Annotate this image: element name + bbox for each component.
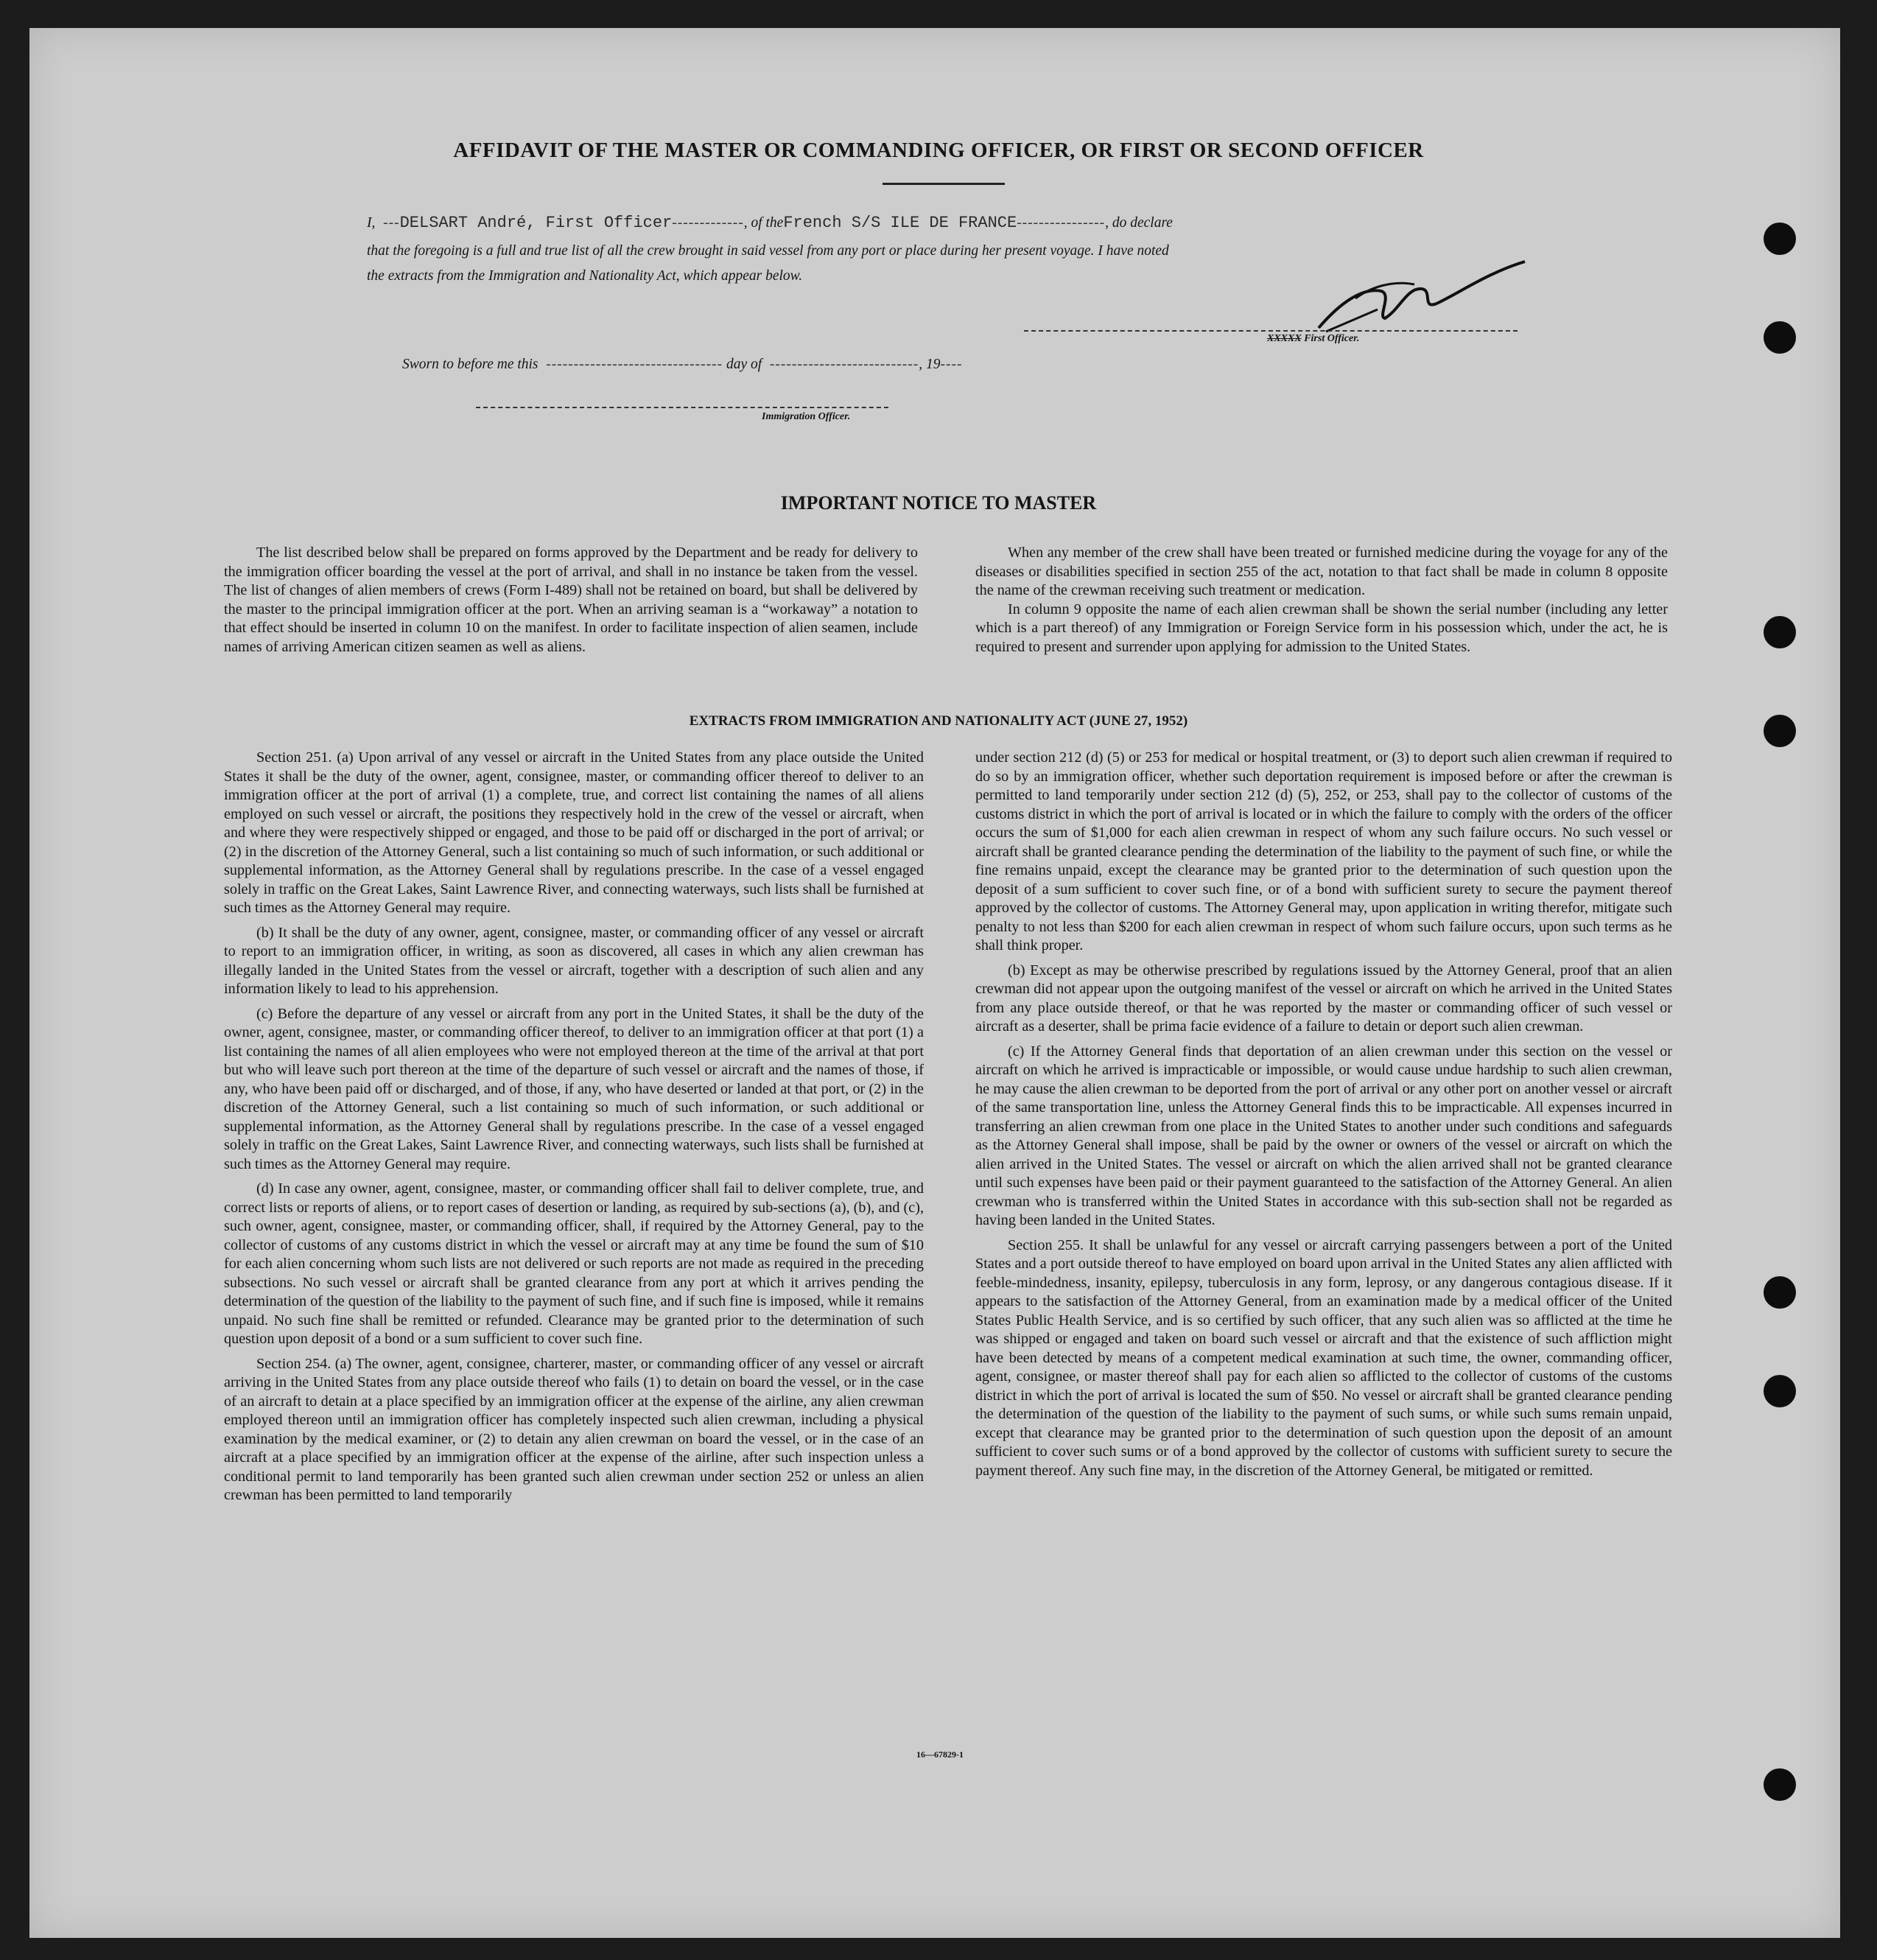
- binder-hole: [1764, 1375, 1796, 1407]
- extract-paragraph: (c) If the Attorney General finds that deportation of an alien crewman under this section on the vessel or aircraft on which he arrived is impracticable or impossible, or would cause undue hardship to such alien crewman, he may cause the alien crewman to be deported from the port of arrival or any other port on another vessel or aircraft of the same transportation line, unless the Attorney General finds this to be impracticable. All expenses incurred in transferring an alien crewman from one place in the United States to another under such conditions and safeguards as the Attorney General shall impose, shall be paid by the owner or owners of the vessel or aircraft on which the alien arrived in the United States. The vessel or aircraft on which the alien arrived shall not be granted clearance until such expenses have been paid or their payment guaranteed to the satisfaction of the Attorney General. An alien crewman who is transferred within the United States in accordance with this sub-section shall not be regarded as having been landed in the United States.: [975, 1043, 1672, 1228]
- sworn-line: Sworn to before me this -------------------------------- day of ---------------------------, 19----: [402, 357, 963, 372]
- form-number: 16—67829-1: [916, 1749, 964, 1760]
- declaration-line: I, ---DELSART André, First Officer-------------, of theFrench S/S ILE DE FRANCE----------------, do declare: [367, 214, 1173, 232]
- struck-text: XXXXX: [1267, 333, 1302, 344]
- year-label: , 19: [919, 357, 941, 372]
- officer-signature-line: [1024, 330, 1518, 332]
- extract-paragraph: (d) In case any owner, agent, consignee, master, or commanding officer shall fail to deliver complete, true, and correct lists or reports of aliens, or to report cases of desertion or landing, as required by sub-sections (a), (b), and (c), such owner, agent, consignee, master, or commanding officer, shall, if required by the Attorney General, pay to the collector of customs of any customs district in which the vessel or aircraft may at any time be found the sum of $10 for each alien concerning whom such lists are not delivered or such reports are not made as required in the preceding subsections. No such vessel or aircraft shall be granted clearance from any port at which it arrives pending the determination of the question of the liability to the payment of such fine, and if such fine is imposed, while it remains unpaid. No such fine shall be remitted or refunded. Clearance may be granted prior to the determination of such question upon deposit of a bond or a sum sufficient to cover such fine.: [224, 1180, 924, 1347]
- notice-paragraph: In column 9 opposite the name of each alien crewman shall be shown the serial number (including any letter which is a part thereof) of any Immigration or Foreign Service form in his possession which, under the act, he is required to present and surrender upon applying for admission to the United States.: [975, 601, 1668, 655]
- extract-paragraph: under section 212 (d) (5) or 253 for medical or hospital treatment, or (3) to deport such alien crewman if required to do so by an immigration officer, whether such deportation requirement is imposed before or after the crewman is permitted to land temporarily under section 212 (d) (5), 252, or 253, shall pay to the collector of customs of the customs district in which the port of arrival is located or in which the failure to comply with the orders of the officer occurs the sum of $1,000 for each alien crewman in respect of whom any such failure occurs. No such vessel or aircraft shall be granted clearance pending the determination of the liability to the payment of such fine, or while the fine remains unpaid, except the clearance may be granted prior to the determination of such question upon the deposit of a sum sufficient to cover such fine, or of a bond with sufficient surety to secure the payment thereof approved by the collector of customs. The Attorney General may, upon application in writing therefor, mitigate such penalty to not less than $200 for each alien crewman in respect of whom such failure occurs, upon such terms as he shall think proper.: [975, 749, 1672, 953]
- i-label: I,: [367, 215, 376, 231]
- binder-hole: [1764, 1276, 1796, 1309]
- extract-paragraph: Section 251. (a) Upon arrival of any vessel or aircraft in the United States from any place outside the United States it shall be the duty of the owner, agent, consignee, master, or commanding officer thereof to deliver to an immigration officer at the port of arrival (1) a complete, true, and correct list containing the names of all aliens employed on such vessel or aircraft, the positions they respectively hold in the crew of the vessel or aircraft, when and where they were respectively shipped or engaged, and those to be paid off or discharged in the port of arrival; or (2) in the discretion of the Attorney General, such a list containing so much of such information, or such additional or supplemental information, as the Attorney General shall by regulations prescribe. In the case of a vessel engaged solely in traffic on the Great Lakes, Saint Lawrence River, and connecting waterways, such lists shall be furnished at such times as the Attorney General may require.: [224, 749, 924, 916]
- day-of-label: day of: [726, 357, 762, 372]
- extracts-left-column: [224, 749, 924, 1511]
- immigration-officer-label: Immigration Officer.: [762, 411, 851, 422]
- do-declare-label: , do declare: [1105, 215, 1173, 231]
- vessel-name: French S/S ILE DE FRANCE: [783, 214, 1017, 232]
- notice-right-column: [975, 544, 1668, 662]
- binder-hole: [1764, 321, 1796, 354]
- declaration-body-1: that the foregoing is a full and true list of all the crew brought in said vessel from any port or place during her present voyage. I have noted: [367, 243, 1169, 259]
- extract-paragraph: (c) Before the departure of any vessel or aircraft from any port in the United States, it shall be the duty of the owner, agent, consignee, master, or commanding officer thereof, to deliver to an immigration officer at that port (1) a list containing the names of all alien employees who were not employed thereon at the time of the arrival at that port but who will leave such port thereon at the time of the departure of such vessel or aircraft and the names of those, if any, who have been paid off or discharged, and of those, if any, who have deserted or landed at that port, or (2) in the discretion of the Attorney General, such a list containing so much of such information, or such additional or supplemental information, as the Attorney General shall by regulations prescribe. In the case of a vessel engaged solely in traffic on the Great Lakes, Saint Lawrence River, and connecting waterways, such lists shall be furnished at such times as the Attorney General may require.: [224, 1005, 924, 1172]
- declarant-name: DELSART André, First Officer: [399, 214, 673, 232]
- binder-hole: [1764, 616, 1796, 648]
- notice-title: IMPORTANT NOTICE TO MASTER: [780, 492, 1097, 514]
- notice-paragraph: When any member of the crew shall have been treated or furnished medicine during the voyage for any of the diseases or disabilities specified in section 255 of the act, notation to that fact shall be made in column 8 opposite the name of the crewman receiving such treatment or medication.: [975, 545, 1668, 598]
- immigration-officer-line: [476, 407, 888, 408]
- extracts-right-column: [975, 749, 1672, 1486]
- notice-paragraph: The list described below shall be prepared on forms approved by the Department and be ready for delivery to the immigration officer boarding the vessel at the port of arrival, and shall in no instance be taken from the vessel. The list of changes of alien members of crews (Form I-489) shall not be retained on board, but shall be delivered by the master to the principal immigration officer at the port. When an arriving seaman is a “workaway” a notation to that effect should be inserted in column 10 on the manifest. In order to facilitate inspection of alien seamen, include names of arriving American citizen seamen as well as aliens.: [224, 545, 918, 655]
- officer-title-label: XXXXX First Officer.: [1267, 333, 1360, 344]
- officer-signature: [1311, 258, 1532, 339]
- extract-paragraph: (b) It shall be the duty of any owner, agent, consignee, master, or commanding officer of any vessel or aircraft to report to an immigration officer, in writing, as soon as discovered, all cases in which any alien crewman has illegally landed in the United States from the vessel or aircraft, together with a description of such alien and any information likely to lead to his apprehension.: [224, 924, 924, 997]
- notice-left-column: [224, 544, 918, 662]
- of-the-label: , of the: [743, 215, 784, 231]
- sworn-label: Sworn to before me this: [402, 357, 538, 372]
- title-rule: [883, 183, 1005, 185]
- extract-paragraph: Section 254. (a) The owner, agent, consignee, charterer, master, or commanding officer of any vessel or aircraft arriving in the United States from any place outside thereof who fails (1) to detain on board the vessel, or in the case of an aircraft to detain at a place specified by an immigration officer at the expense of the airline, any alien crewman employed thereon until an immigration officer has completely inspected such alien crewman, including a physical examination by the medical examiner, or (2) to detain any alien crewman on board the vessel, or in the case of an aircraft at a place specified by an immigration officer at the expense of the airline, after such inspection unless a conditional permit to land temporarily has been granted such alien crewman under section 252 or unless an alien crewman has been permitted to land temporarily: [224, 1355, 924, 1503]
- extract-paragraph: Section 255. It shall be unlawful for any vessel or aircraft carrying passengers between a port of the United States and a port outside thereof to have employed on board upon arrival in the United States any alien afflicted with feeble-mindedness, insanity, epilepsy, tuberculosis in any form, leprosy, or any dangerous contagious disease. If it appears to the satisfaction of the Attorney General, from an examination made by a medical officer of the United States Public Health Service, and is so certified by such officer, that any such alien was so afflicted at the time he was shipped or engaged and taken on board such vessel or aircraft and that the existence of such affliction might have been detected by means of a competent medical examination at such time, the owner, commanding officer, agent, consignee, or master thereof shall pay for each alien so afflicted to the collector of customs of the customs district in which the port of arrival is located the sum of $50. No vessel or aircraft shall be granted clearance pending the determination of the question of the liability to the payment of such sums, or while such sums remain unpaid, except that clearance may be granted prior to the determination of such question upon the deposit of an amount sufficient to cover such sums or of a bond approved by the collector of customs with sufficient surety to secure the payment thereof. Any such fine may, in the discretion of the Attorney General, be mitigated or remitted.: [975, 1236, 1672, 1479]
- extract-paragraph: (b) Except as may be otherwise prescribed by regulations issued by the Attorney General, proof that an alien crewman did not appear upon the outgoing manifest of the vessel or aircraft on which he arrived in the United States from any place outside thereof, or that he was reported by the master or commanding officer of such vessel or aircraft as a deserter, shall be prima facie evidence of a failure to detain or deport such alien crewman.: [975, 962, 1672, 1035]
- affidavit-title: AFFIDAVIT OF THE MASTER OR COMMANDING OFFICER, OR FIRST OR SECOND OFFICER: [453, 139, 1424, 162]
- binder-hole: [1764, 1768, 1796, 1801]
- declaration-body-2: the extracts from the Immigration and Nationality Act, which appear below.: [367, 268, 803, 284]
- binder-hole: [1764, 223, 1796, 255]
- extracts-title: EXTRACTS FROM IMMIGRATION AND NATIONALITY ACT (JUNE 27, 1952): [689, 713, 1188, 729]
